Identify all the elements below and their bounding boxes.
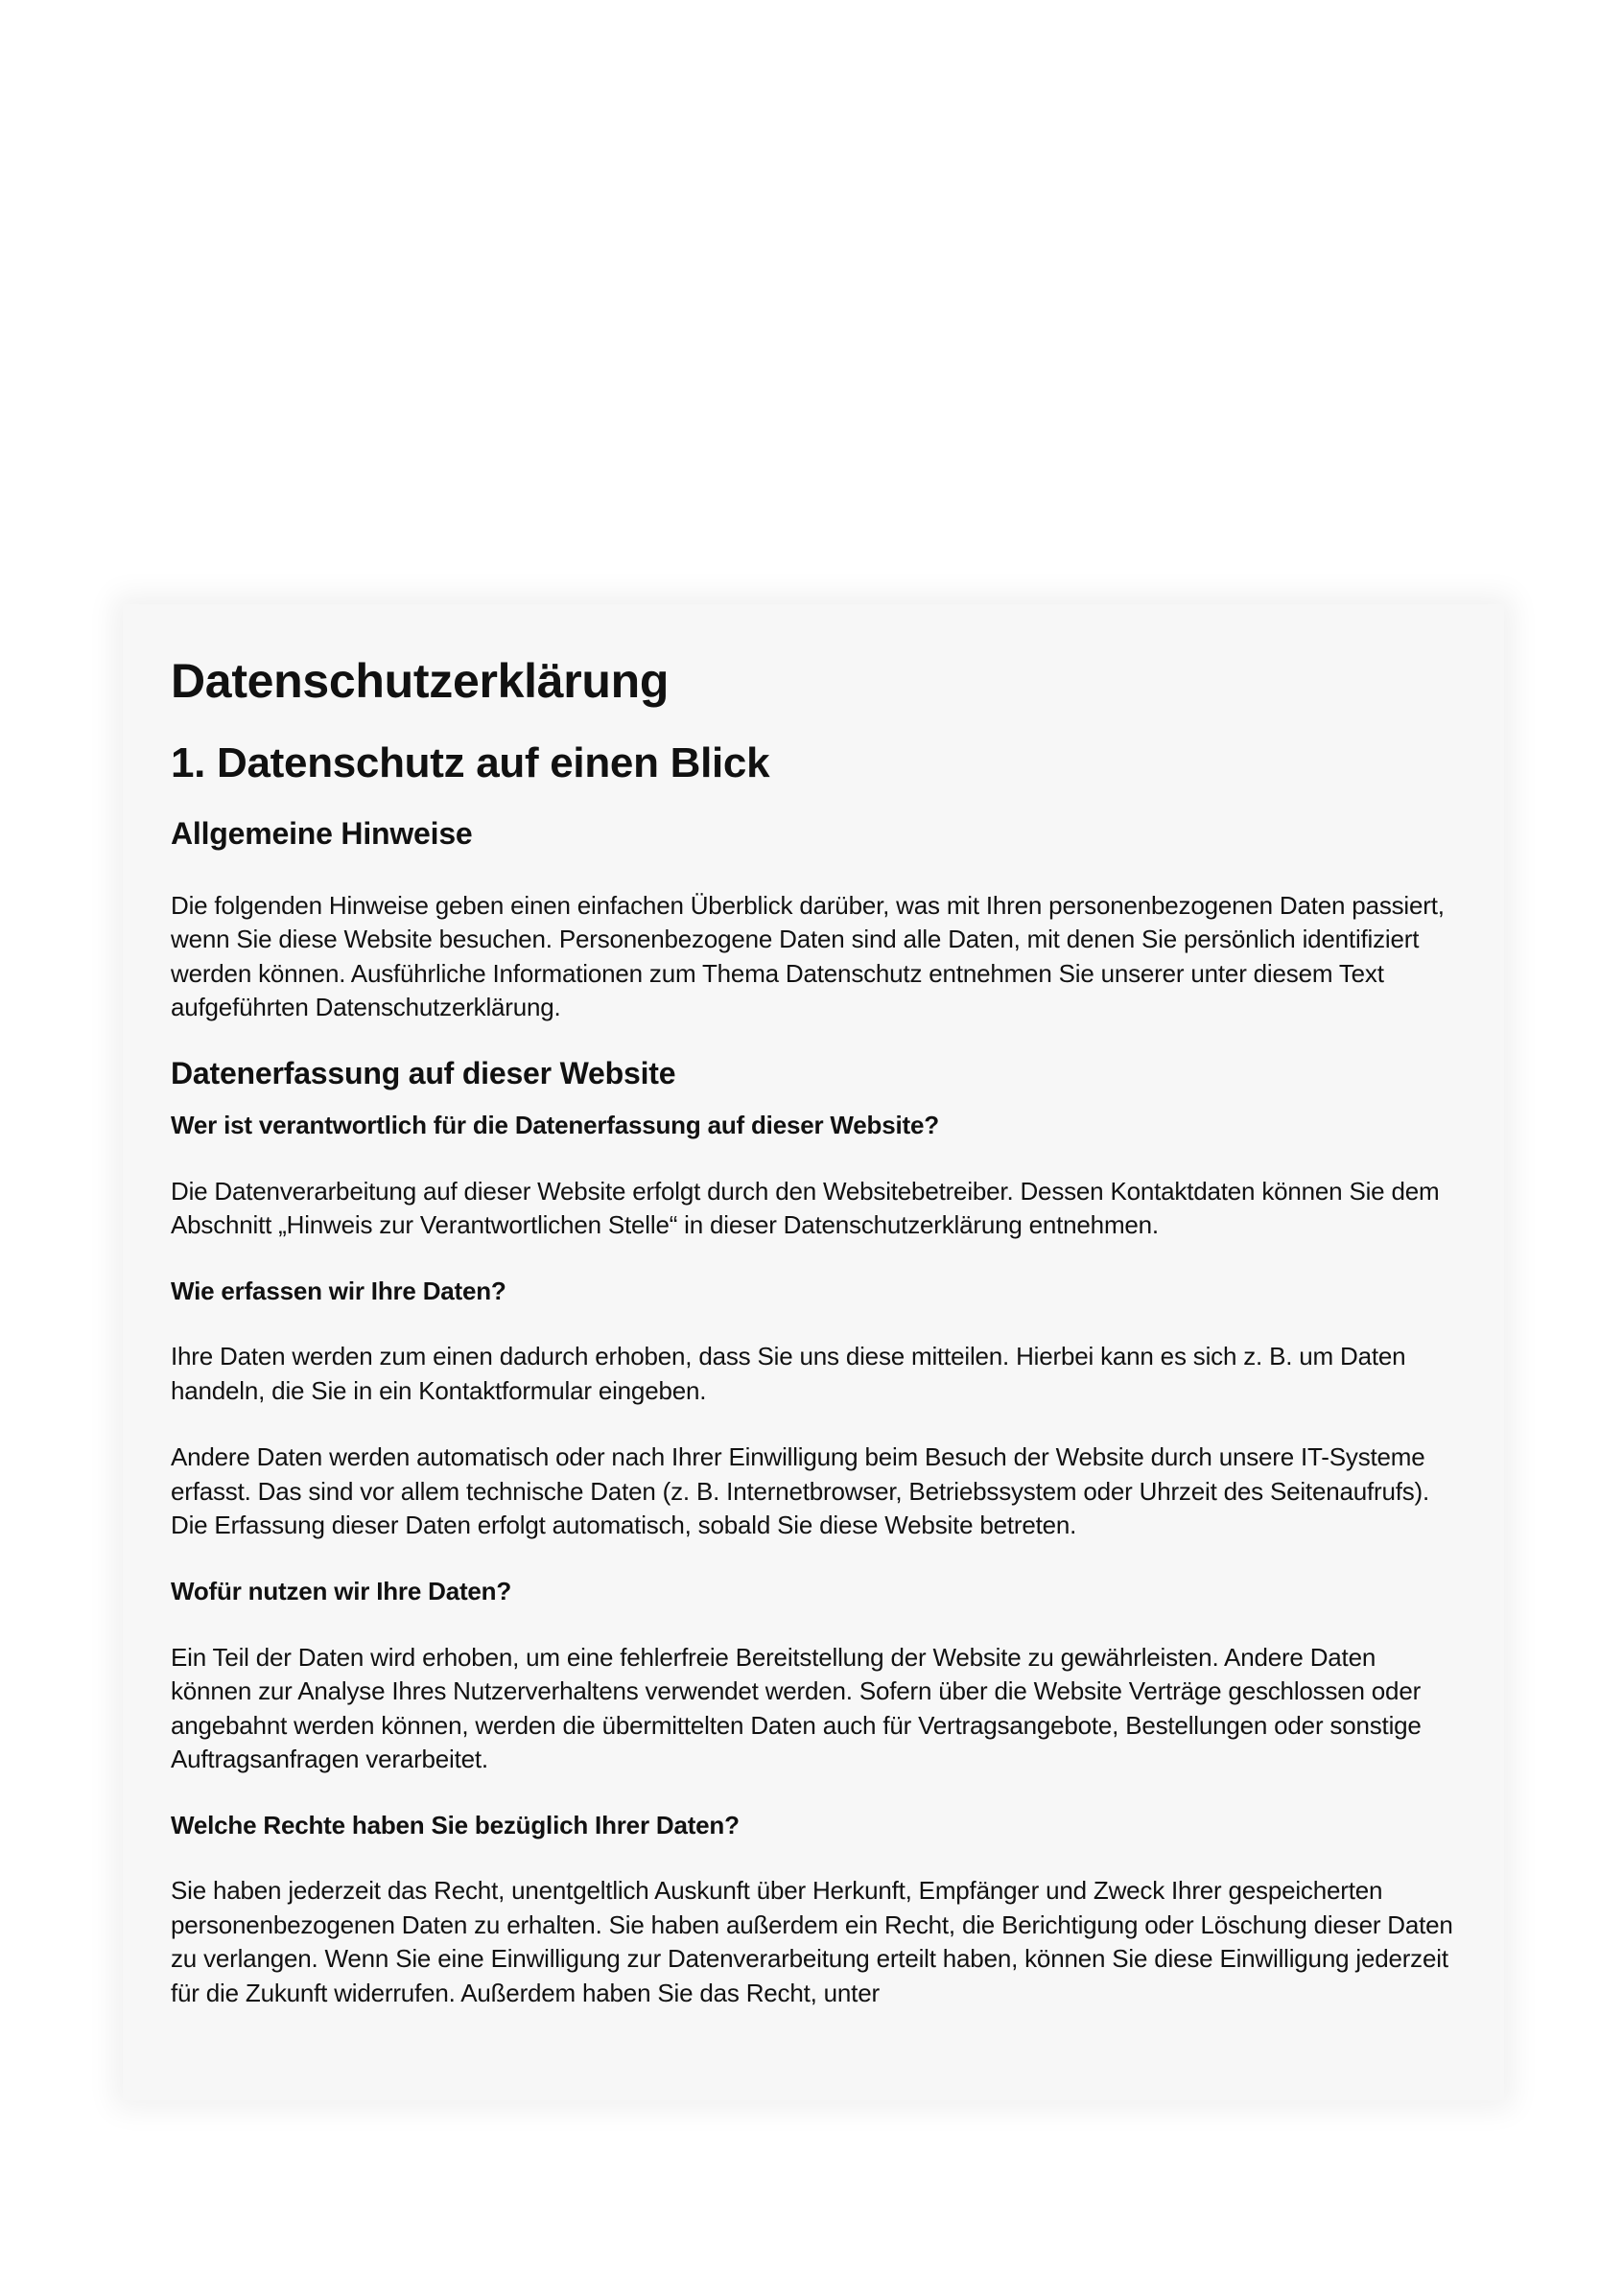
subsection-heading-allgemeine: Allgemeine Hinweise: [171, 815, 473, 851]
privacy-policy-card: [123, 604, 1504, 2100]
question-heading-erfassen: Wie erfassen wir Ihre Daten?: [171, 1276, 506, 1305]
paragraph-erfassen-2: Andere Daten werden automatisch oder nach Ihrer Einwilligung beim Besuch der Website durch unsere IT-Systeme erfasst. Das sind vor allem technische Daten (z. B. Internetbrowser, Betriebssystem oder Uhrzeit des Seitenaufrufs). Die Erfassung dieser Daten erfolgt automatisch, sobald Sie diese Website betreten.: [171, 1442, 1430, 1540]
question-heading-nutzen: Wofür nutzen wir Ihre Daten?: [171, 1576, 512, 1605]
question-heading-verantwortlich: Wer ist verantwortlich für die Datenerfassung auf dieser Website?: [171, 1110, 939, 1139]
page-title: Datenschutzerklärung: [171, 654, 670, 708]
paragraph-verantwortlich: Die Datenverarbeitung auf dieser Website erfolgt durch den Websitebetreiber. Dessen Kontaktdaten können Sie dem Abschnitt „Hinweis zur Verantwortlichen Stelle“ in dieser Datenschutzerklärung entnehmen.: [171, 1176, 1440, 1240]
question-heading-rechte: Welche Rechte haben Sie bezüglich Ihrer Daten?: [171, 1810, 740, 1839]
subsection-heading-datenerfassung: Datenerfassung auf dieser Website: [171, 1055, 676, 1090]
section-heading: 1. Datenschutz auf einen Blick: [171, 739, 770, 786]
paragraph-nutzen: Ein Teil der Daten wird erhoben, um eine fehlerfreie Bereitstellung der Website zu gewährleisten. Andere Daten können zur Analyse Ihres Nutzerverhaltens verwendet werden. Sofern über die Website Verträge geschlossen oder angebahnt werden können, werden die übermittelten Daten auch für Vertragsangebote, Bestellungen oder sonstige Auftragsanfragen verarbeitet.: [171, 1642, 1422, 1774]
paragraph-allgemeine: Die folgenden Hinweise geben einen einfachen Überblick darüber, was mit Ihren personenbezogenen Daten passiert, wenn Sie diese Website besuchen. Personenbezogene Daten sind alle Daten, mit denen Sie persönlich identifiziert werden können. Ausführliche Informationen zum Thema Datenschutz entnehmen Sie unserer unter diesem Text aufgeführten Datenschutzerklärung.: [171, 890, 1445, 1022]
paragraph-rechte: Sie haben jederzeit das Recht, unentgeltlich Auskunft über Herkunft, Empfänger und Zweck Ihrer gespeicherten personenbezogenen Daten zu erhalten. Sie haben außerdem ein Recht, die Berichtigung oder Löschung dieser Daten zu verlangen. Wenn Sie eine Einwilligung zur Datenverarbeitung erteilt haben, können Sie diese Einwilligung jederzeit für die Zukunft widerrufen. Außerdem haben Sie das Recht, unter: [171, 1876, 1453, 2007]
paragraph-erfassen-1: Ihre Daten werden zum einen dadurch erhoben, dass Sie uns diese mitteilen. Hierbei kann es sich z. B. um Daten handeln, die Sie in ein Kontaktformular eingeben.: [171, 1342, 1406, 1405]
